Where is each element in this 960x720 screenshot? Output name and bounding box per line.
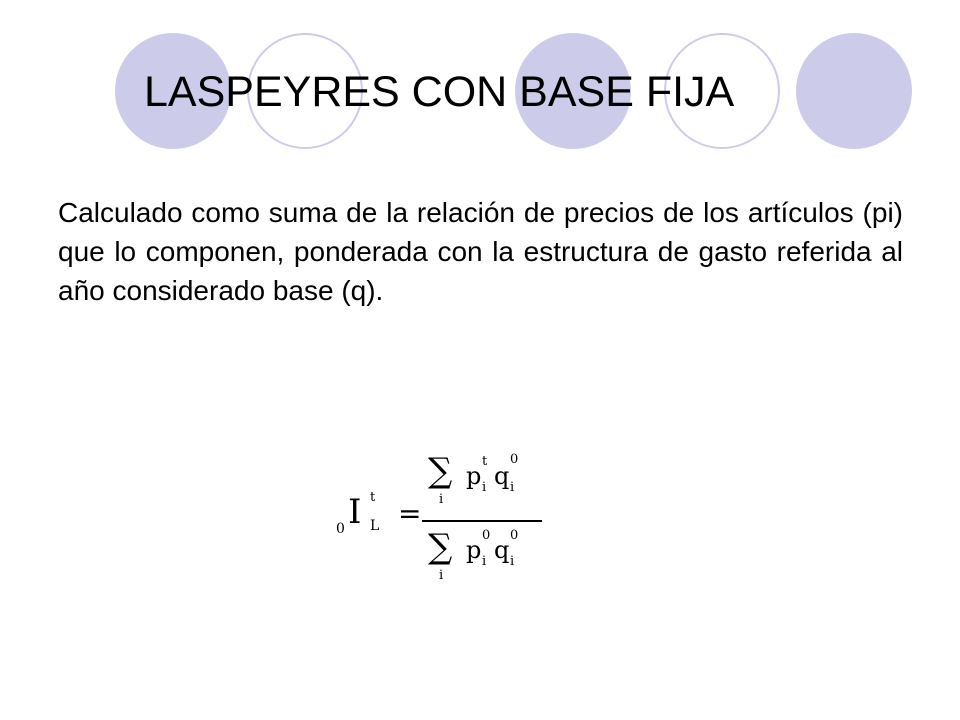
denominator-q-subscript: i xyxy=(510,554,515,569)
numerator-q-superscript: 0 xyxy=(510,452,519,467)
numerator-p-subscript: i xyxy=(482,480,487,495)
slide-body-text: Calculado como suma de la relación de precios de los artículos (pi) que lo componen, ponderada con la estructura de gasto referida al año considerado base (q). xyxy=(58,197,903,306)
slide-title: LASPEYRES CON BASE FIJA xyxy=(144,68,735,116)
formula-equals: = xyxy=(398,497,422,530)
laspeyres-formula xyxy=(336,446,566,596)
numerator-p-superscript: t xyxy=(482,454,488,469)
denominator-q: q xyxy=(494,536,510,564)
denominator-p: p xyxy=(466,536,482,564)
fraction-bar xyxy=(422,520,542,522)
formula-base-prefix: 0 xyxy=(336,521,345,537)
denominator-sum-sign: ∑ xyxy=(428,527,453,567)
formula-index-symbol: I xyxy=(348,492,362,532)
denominator-p-superscript: 0 xyxy=(482,528,491,543)
numerator-q-subscript: i xyxy=(510,480,515,495)
numerator-sum-sign: ∑ xyxy=(428,451,453,491)
formula-index-superscript: t xyxy=(370,490,376,505)
numerator-sum-index: i xyxy=(439,492,444,507)
numerator-q: q xyxy=(494,462,510,490)
denominator-sum-index: i xyxy=(439,568,444,583)
formula-index-subscript: L xyxy=(370,518,380,534)
denominator-p-subscript: i xyxy=(482,554,487,569)
denominator-q-superscript: 0 xyxy=(510,528,519,543)
numerator-p: p xyxy=(466,462,482,490)
